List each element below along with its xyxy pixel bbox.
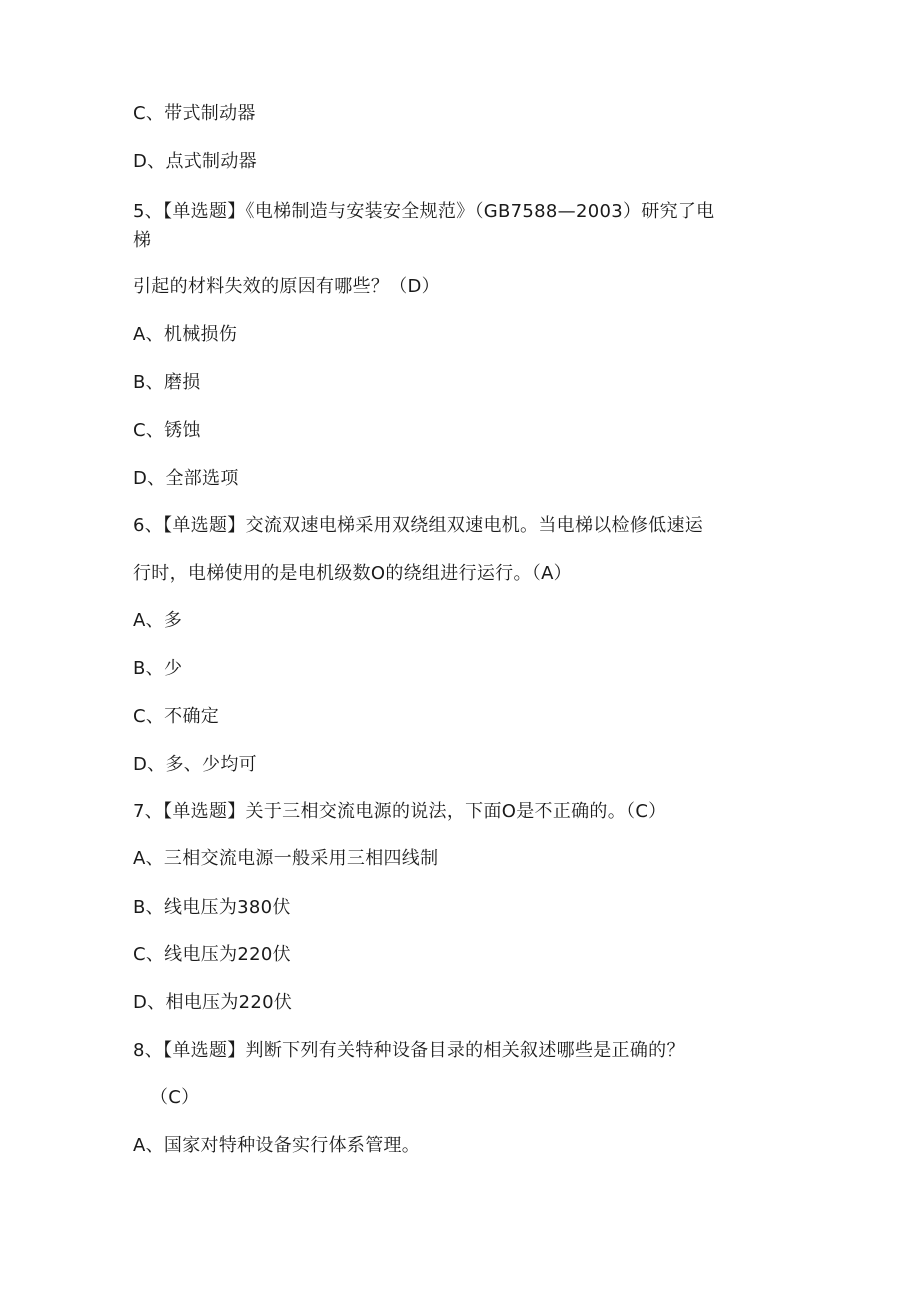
question-line: 行时，电梯使用的是电机级数O的绕组进行运行。（A） <box>133 563 572 584</box>
option-line: D、点式制动器 <box>133 151 257 172</box>
question-line: 7、【单选题】关于三相交流电源的说法，下面O是不正确的。（C） <box>133 801 667 822</box>
option-line: B、线电压为380伏 <box>133 897 291 918</box>
question-line: 引起的材料失效的原因有哪些？（D） <box>133 276 440 297</box>
option-line: D、全部选项 <box>133 468 239 489</box>
option-line: D、相电压为220伏 <box>133 992 293 1013</box>
option-line: A、国家对特种设备实行体系管理。 <box>133 1135 421 1156</box>
option-line: A、三相交流电源一般采用三相四线制 <box>133 848 439 869</box>
question-line: 5、【单选题】《电梯制造与安装安全规范》（GB7588—2003）研究了电 <box>133 201 715 222</box>
question-line: 梯 <box>133 230 152 251</box>
question-line: （C） <box>150 1087 200 1108</box>
option-line: B、磨损 <box>133 372 201 393</box>
option-line: C、不确定 <box>133 706 220 727</box>
option-line: B、少 <box>133 658 183 679</box>
option-line: D、多、少均可 <box>133 754 257 775</box>
option-line: A、机械损伤 <box>133 324 238 345</box>
question-line: 8、【单选题】判断下列有关特种设备目录的相关叙述哪些是正确的？ <box>133 1040 685 1061</box>
option-line: C、带式制动器 <box>133 103 256 124</box>
option-line: C、线电压为220伏 <box>133 944 291 965</box>
question-line: 6、【单选题】交流双速电梯采用双绕组双速电机。当电梯以检修低速运 <box>133 515 704 536</box>
option-line: A、多 <box>133 610 183 631</box>
option-line: C、锈蚀 <box>133 420 201 441</box>
